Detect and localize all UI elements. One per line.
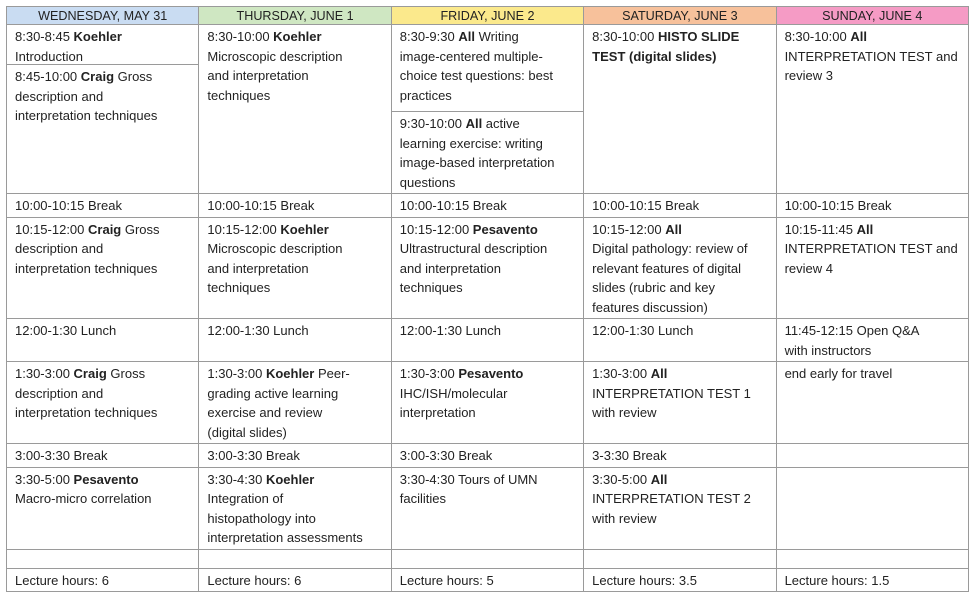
session-cell-wednesday (7, 362, 199, 444)
cell-text-line (592, 196, 771, 216)
cell-text-line (15, 489, 194, 509)
schedule-row (7, 25, 969, 194)
topic-text: Writing (474, 29, 519, 44)
cell-text-line (592, 403, 771, 423)
instructor-name: All (458, 29, 475, 44)
cell-text-line (15, 571, 194, 591)
time-text: 8:30-10:00 (207, 29, 274, 44)
topic-text: Gross (114, 69, 153, 84)
cell-text-line (207, 321, 386, 341)
instructor-name: Craig (73, 366, 107, 381)
cell-text-line (592, 509, 771, 529)
schedule-table (6, 6, 969, 592)
time-text: 10:00-10:15 Break (15, 198, 122, 213)
time-text: 3:30-4:30 (207, 471, 266, 487)
day-header-sunday: SUNDAY, JUNE 4 (776, 7, 968, 25)
schedule-row (7, 319, 969, 362)
cell-text-line (592, 27, 771, 47)
session-cell-thursday (199, 194, 391, 218)
day-header-thursday: THURSDAY, JUNE 1 (199, 7, 391, 25)
time-text: 12:00-1:30 Lunch (399, 323, 501, 338)
cell-text-line (592, 259, 771, 279)
topic-text: active (482, 116, 520, 131)
cell-text-line (592, 298, 771, 318)
time-text: 10:00-10:15 Break (592, 198, 700, 213)
instructor-name: Koehler (73, 29, 122, 44)
cell-text-line (400, 364, 579, 384)
time-text: 1:30-3:00 (592, 366, 651, 381)
time-text: 3:30-5:00 (15, 471, 74, 487)
time-text: with review (592, 405, 657, 420)
time-text: description and (15, 241, 104, 256)
session-cell-saturday (584, 467, 776, 549)
time-text: INTERPRETATION TEST and (784, 48, 958, 64)
instructor-name: Craig (88, 221, 122, 237)
instructor-name: All (850, 29, 867, 44)
time-text: Microscopic description (207, 241, 343, 256)
schedule-row (7, 217, 969, 319)
instructor-name: All (650, 366, 668, 381)
cell-text-line (15, 87, 194, 107)
time-text: image-centered multiple- (399, 48, 543, 64)
cell-text-line (400, 173, 579, 193)
cell-text-line (400, 489, 579, 509)
session-cell-thursday (199, 444, 391, 468)
cell-text-line (207, 403, 386, 423)
session-cell-wednesday (7, 217, 199, 319)
cell-text-line (400, 278, 579, 298)
cell-text-line (15, 384, 194, 404)
time-text: 8:30-10:00 (784, 29, 851, 44)
time-text: and interpretation (207, 260, 309, 276)
instructor-name: Pesavento (472, 221, 538, 237)
cell-text-line (400, 239, 579, 259)
session-cell-sunday (776, 362, 968, 444)
schedule-row (7, 568, 969, 592)
session-cell-saturday (584, 362, 776, 444)
time-text: 3:00-3:30 Break (15, 448, 108, 463)
schedule-table-container (6, 6, 968, 592)
schedule-row (7, 194, 969, 218)
instructor-name: All (856, 221, 874, 237)
time-text: INTERPRETATION TEST 1 (592, 385, 751, 401)
session-cell-saturday (584, 549, 776, 568)
session-block (7, 64, 198, 127)
cell-text-line (592, 278, 771, 298)
instructor-name: Craig (80, 69, 115, 84)
time-text: 8:30-8:45 (15, 29, 74, 44)
session-cell-sunday (776, 444, 968, 468)
session-cell-sunday (776, 319, 968, 362)
time-text: review 4 (784, 260, 833, 276)
cell-text-line (207, 528, 386, 548)
session-cell-saturday (584, 568, 776, 592)
cell-text-line (400, 196, 579, 216)
schedule-row (7, 467, 969, 549)
session-cell-sunday (776, 25, 968, 194)
cell-text-line (785, 47, 964, 67)
time-text: Lecture hours: 5 (399, 572, 494, 588)
time-text: interpretation techniques (15, 108, 158, 123)
time-text: IHC/ISH/molecular (399, 385, 508, 401)
instructor-name: Pesavento (73, 471, 139, 487)
session-cell-wednesday (7, 549, 199, 568)
time-text: 11:45-12:15 Open Q&A (784, 323, 920, 338)
cell-text-line (400, 571, 579, 591)
session-block (392, 111, 583, 193)
session-cell-thursday (199, 362, 391, 444)
time-text: description and (15, 385, 104, 401)
cell-text-line (15, 239, 194, 259)
time-text: (digital slides) (207, 424, 287, 440)
time-text: INTERPRETATION TEST 2 (592, 491, 751, 506)
cell-text-line (785, 66, 964, 86)
time-text: interpretation techniques (15, 260, 158, 276)
cell-text-line (592, 571, 771, 591)
instructor-name: Koehler (265, 366, 315, 381)
time-text: 3:30-5:00 (592, 471, 651, 487)
time-text: techniques (207, 87, 271, 103)
cell-text-line (207, 27, 386, 47)
session-cell-friday (391, 362, 583, 444)
topic-text: Gross (121, 221, 160, 237)
time-text: with instructors (784, 342, 872, 358)
session-cell-saturday (584, 25, 776, 194)
time-text: 1:30-3:00 (399, 366, 459, 381)
time-text: 10:15-12:00 (592, 221, 666, 237)
time-text: Lecture hours: 6 (15, 572, 109, 588)
instructor-name: TEST (digital slides) (592, 48, 717, 64)
time-text: 8:30-10:00 (592, 29, 658, 44)
cell-text-line (207, 423, 386, 443)
cell-text-line (400, 220, 579, 240)
time-text: 12:00-1:30 Lunch (15, 323, 117, 338)
time-text: Macro-micro correlation (15, 491, 152, 506)
cell-text-line (207, 489, 386, 509)
session-cell-saturday (584, 217, 776, 319)
time-text: choice test questions: best (399, 68, 553, 83)
cell-text-line (592, 470, 771, 490)
time-text: Lecture hours: 1.5 (784, 572, 890, 588)
time-text: 12:00-1:30 Lunch (207, 323, 309, 338)
session-cell-sunday (776, 568, 968, 592)
time-text: with review (592, 510, 657, 526)
cell-text-line (15, 106, 194, 126)
cell-text-line (592, 384, 771, 404)
session-cell-thursday (199, 467, 391, 549)
time-text: and interpretation (207, 68, 309, 83)
time-text: 1:30-3:00 (15, 366, 74, 381)
session-cell-wednesday (7, 568, 199, 592)
cell-text-line (207, 239, 386, 259)
cell-text-line (592, 489, 771, 509)
cell-text-line (785, 27, 964, 47)
cell-text-line (785, 341, 964, 361)
time-text: interpretation (399, 405, 476, 420)
topic-text: Gross (106, 366, 146, 381)
time-text: histopathology into (207, 510, 316, 526)
cell-text-line (207, 509, 386, 529)
cell-text-line (400, 47, 579, 67)
session-cell-wednesday (7, 25, 199, 194)
time-text: interpretation assessments (207, 530, 363, 545)
time-text: techniques (399, 280, 463, 295)
cell-text-line (592, 220, 771, 240)
cell-text-line (207, 446, 386, 466)
time-text: 10:15-12:00 (207, 221, 281, 237)
instructor-name: HISTO SLIDE (657, 29, 740, 44)
cell-text-line (592, 446, 771, 466)
time-text: 10:00-10:15 Break (207, 198, 315, 213)
session-cell-thursday (199, 319, 391, 362)
day-header-wednesday: WEDNESDAY, MAY 31 (7, 7, 199, 25)
cell-text-line (15, 470, 194, 490)
cell-text-line (592, 364, 771, 384)
session-block (584, 25, 775, 67)
instructor-name: All (665, 221, 682, 237)
cell-text-line (785, 196, 964, 216)
time-text: 12:00-1:30 Lunch (592, 323, 694, 338)
cell-text-line (15, 446, 194, 466)
time-text: description and (15, 88, 104, 104)
cell-text-line (400, 27, 579, 47)
time-text: facilities (399, 491, 447, 506)
time-text: Integration of (207, 491, 284, 506)
cell-text-line (15, 220, 194, 240)
time-text: Introduction (15, 48, 83, 64)
time-text: slides (rubric and key (592, 280, 715, 295)
cell-text-line (592, 47, 771, 67)
cell-text-line (207, 384, 386, 404)
time-text: techniques (207, 280, 271, 295)
cell-text-line (785, 259, 964, 279)
time-text: 3-3:30 Break (592, 448, 667, 463)
session-cell-wednesday (7, 319, 199, 362)
time-text: 3:00-3:30 Break (207, 448, 300, 463)
time-text: Digital pathology: review of (592, 241, 748, 256)
session-cell-sunday (776, 549, 968, 568)
cell-text-line (400, 446, 579, 466)
cell-text-line (207, 278, 386, 298)
cell-text-line (15, 259, 194, 279)
time-text: features discussion) (592, 299, 708, 315)
session-cell-friday (391, 549, 583, 568)
time-text: INTERPRETATION TEST and (784, 241, 958, 256)
time-text: review 3 (784, 68, 833, 83)
cell-text-line (15, 196, 194, 216)
cell-text-line (15, 403, 194, 423)
time-text: exercise and review (207, 405, 323, 420)
time-text: 10:00-10:15 Break (399, 198, 507, 213)
instructor-name: All (465, 116, 483, 131)
session-block (7, 25, 198, 64)
cell-text-line (400, 66, 579, 86)
cell-text-line (207, 86, 386, 106)
instructor-name: All (650, 471, 668, 487)
time-text: 8:45-10:00 (15, 69, 81, 84)
session-cell-friday (391, 319, 583, 362)
instructor-name: Koehler (273, 29, 322, 44)
cell-text-line (785, 239, 964, 259)
day-header-row (7, 7, 969, 25)
cell-text-line (400, 86, 579, 106)
time-text: grading active learning (207, 385, 339, 401)
session-block (199, 25, 390, 106)
time-text: interpretation techniques (15, 405, 158, 420)
time-text: 3:30-4:30 Tours of UMN (399, 471, 538, 487)
session-cell-wednesday (7, 194, 199, 218)
session-cell-saturday (584, 194, 776, 218)
cell-text-line (400, 384, 579, 404)
cell-text-line (207, 47, 386, 67)
session-cell-saturday (584, 444, 776, 468)
session-cell-wednesday (7, 467, 199, 549)
session-cell-thursday (199, 217, 391, 319)
time-text: Lecture hours: 6 (207, 572, 302, 588)
session-cell-sunday (776, 217, 968, 319)
time-text: 10:15-12:00 (15, 221, 89, 237)
cell-text-line (400, 134, 579, 154)
time-text: 10:15-11:45 (784, 221, 857, 237)
session-cell-thursday (199, 25, 391, 194)
instructor-name: Koehler (280, 221, 329, 237)
cell-text-line (207, 571, 386, 591)
instructor-name: Koehler (265, 471, 315, 487)
session-block (392, 25, 583, 111)
session-cell-thursday (199, 568, 391, 592)
day-header-saturday: SATURDAY, JUNE 3 (584, 7, 776, 25)
time-text: image-based interpretation (399, 155, 555, 170)
cell-text-line (785, 571, 964, 591)
day-header-friday: FRIDAY, JUNE 2 (391, 7, 583, 25)
session-cell-friday (391, 444, 583, 468)
cell-text-line (207, 220, 386, 240)
cell-text-line (785, 220, 964, 240)
time-text: learning exercise: writing (399, 135, 543, 151)
cell-text-line (400, 259, 579, 279)
cell-text-line (207, 196, 386, 216)
cell-text-line (400, 321, 579, 341)
time-text: Ultrastructural description (399, 241, 548, 256)
cell-text-line (207, 364, 386, 384)
session-cell-friday (391, 194, 583, 218)
session-block (777, 25, 968, 87)
session-cell-sunday (776, 194, 968, 218)
cell-text-line (592, 321, 771, 341)
cell-text-line (207, 66, 386, 86)
cell-text-line (15, 321, 194, 341)
time-text: Lecture hours: 3.5 (592, 572, 697, 588)
session-cell-friday (391, 568, 583, 592)
time-text: 10:15-12:00 (399, 221, 473, 237)
instructor-name: Pesavento (458, 366, 524, 381)
session-cell-friday (391, 467, 583, 549)
time-text: 10:00-10:15 Break (784, 198, 892, 213)
time-text: practices (399, 87, 452, 103)
cell-text-line (785, 364, 964, 384)
time-text: 1:30-3:00 (207, 366, 266, 381)
cell-text-line (400, 470, 579, 490)
schedule-row (7, 362, 969, 444)
cell-text-line (592, 239, 771, 259)
topic-text: Peer- (314, 366, 350, 381)
session-cell-thursday (199, 549, 391, 568)
schedule-row (7, 549, 969, 568)
session-cell-friday (391, 217, 583, 319)
session-cell-sunday (776, 467, 968, 549)
time-text: 3:00-3:30 Break (399, 448, 493, 463)
time-text: and interpretation (399, 260, 501, 276)
time-text: 9:30-10:00 (399, 116, 466, 131)
cell-text-line (207, 259, 386, 279)
cell-text-line (785, 321, 964, 341)
cell-text-line (400, 403, 579, 423)
session-cell-friday (391, 25, 583, 194)
time-text: 8:30-9:30 (399, 29, 459, 44)
schedule-row (7, 444, 969, 468)
cell-text-line (400, 114, 579, 134)
time-text: Microscopic description (207, 48, 343, 64)
cell-text-line (207, 470, 386, 490)
cell-text-line (15, 67, 194, 87)
cell-text-line (15, 364, 194, 384)
cell-text-line (15, 27, 194, 47)
schedule-body (7, 25, 969, 592)
time-text: end early for travel (784, 366, 893, 381)
cell-text-line (400, 153, 579, 173)
session-cell-saturday (584, 319, 776, 362)
session-cell-wednesday (7, 444, 199, 468)
time-text: questions (399, 174, 456, 190)
time-text: relevant features of digital (592, 260, 742, 276)
